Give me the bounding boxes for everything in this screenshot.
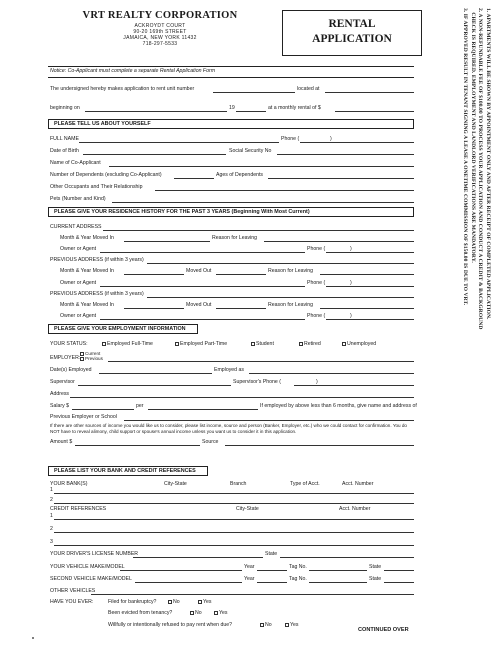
- reason-label-2: Reason for Leaving: [268, 268, 313, 274]
- q-bankruptcy-yes[interactable]: Yes: [198, 599, 211, 606]
- title-line-2: APPLICATION: [312, 33, 392, 45]
- side-note-2: 2. A NON-REFUNDABLE FEE OF $100.00 TO PROCESS YOUR APPLICATION AND CONDUCT A CREDIT & BACKGROUND: [477, 8, 484, 330]
- side-note-2b: CHECK IS REQUIRED. EMPLOYMENT AND LANDLORD VERIFICATIONS ARE MANDATORY.: [469, 8, 476, 263]
- other-vehicles-field[interactable]: [91, 594, 414, 595]
- credit-row-2[interactable]: [54, 532, 414, 533]
- owner-label-1: Owner or Agent: [60, 246, 97, 252]
- owner-label-3: Owner or Agent: [60, 313, 97, 319]
- if-employed-label: If employed by above less than 6 months, give name and address of: [260, 403, 417, 409]
- year-field[interactable]: [236, 111, 266, 112]
- fulltime-checkbox[interactable]: [102, 342, 106, 346]
- license-label: YOUR DRIVER'S LICENSE NUMBER: [50, 551, 139, 557]
- owner-phone-close-1: ): [350, 246, 352, 252]
- side-note-1: 1. APARTMENTS WILL BE SHOWN BY APPOINTMENT ONLY AND AFTER RECEIPT OF COMPLETED APPLICATION.: [485, 8, 491, 320]
- company-address-3: JAMAICA, NEW YORK 11432: [123, 35, 197, 41]
- monthly-rental-field[interactable]: [335, 111, 414, 112]
- status-label: YOUR STATUS:: [50, 341, 88, 347]
- credit-col-acct: Acct. Number: [339, 506, 371, 512]
- supervisor-phone-field[interactable]: [294, 385, 414, 386]
- ages-label: Ages of Dependents: [216, 172, 264, 178]
- bank-row-1[interactable]: [54, 493, 414, 494]
- ssn-field[interactable]: [277, 154, 414, 155]
- ages-field[interactable]: [268, 178, 414, 179]
- credit-row-3[interactable]: [54, 545, 414, 546]
- status-parttime[interactable]: Employed Part-Time: [175, 341, 227, 348]
- vehicle2-field[interactable]: [135, 582, 242, 583]
- salary-label: Salary $: [50, 403, 70, 409]
- employer-previous[interactable]: Previous: [80, 355, 103, 362]
- scan-speck: [32, 637, 34, 639]
- vehicle2-tag-field[interactable]: [309, 582, 367, 583]
- vehicle2-state-field[interactable]: [384, 582, 414, 583]
- beginning-on-label: beginning on: [50, 105, 80, 111]
- year-prefix: 19: [229, 105, 235, 111]
- evicted-no-checkbox[interactable]: [190, 611, 194, 615]
- monthly-rental-label: at a monthly rental of $: [268, 105, 321, 111]
- salary-field[interactable]: [72, 409, 134, 410]
- credit-num-2: 2: [50, 526, 53, 532]
- employer-address-field[interactable]: [70, 397, 414, 398]
- credit-num-3: 3: [50, 539, 53, 545]
- co-applicant-label: Name of Co-Applicant: [50, 160, 101, 166]
- q-bankruptcy: Filed for bankruptcy?: [108, 599, 157, 605]
- moved-in-field-3[interactable]: [124, 308, 184, 309]
- company-address-2: 90-20 169th STREET: [133, 29, 187, 35]
- dependents-field[interactable]: [174, 178, 214, 179]
- owner-field-1[interactable]: [100, 252, 305, 253]
- bank-col-city: City-State: [164, 481, 187, 487]
- owner-field-3[interactable]: [100, 319, 305, 320]
- other-income-note: If there are other sources of income you would like us to consider, please list income, source and person (Banker, Employer, etc.) who we could contact for confirmation. You do NOT have to reveal alimony, child support or spouse's annual income unless you want us to consider it in this application.: [50, 423, 407, 434]
- supervisor-field[interactable]: [78, 385, 231, 386]
- dob-field[interactable]: [83, 154, 226, 155]
- moved-out-field-2[interactable]: [216, 274, 266, 275]
- previous-checkbox[interactable]: [80, 357, 84, 361]
- vehicle1-year-field[interactable]: [257, 570, 287, 571]
- located-at-field[interactable]: [325, 92, 414, 93]
- vehicle1-tag-field[interactable]: [309, 570, 367, 571]
- section-bank: PLEASE LIST YOUR BANK AND CREDIT REFERENCES: [48, 466, 208, 476]
- moved-out-field-3[interactable]: [216, 308, 266, 309]
- per-label: per: [136, 403, 144, 409]
- vehicle1-state-field[interactable]: [384, 570, 414, 571]
- bank-num-1: 1: [50, 487, 53, 493]
- intro-label: The undersigned hereby makes application to rent unit number: [50, 86, 195, 92]
- refused-no-checkbox[interactable]: [260, 623, 264, 627]
- credit-num-1: 1: [50, 513, 53, 519]
- current-address-field[interactable]: [103, 230, 414, 231]
- moved-in-label-1: Month & Year Moved In: [60, 235, 114, 241]
- vehicle1-label: YOUR VEHICLE MAKE/MODEL: [50, 564, 125, 570]
- student-checkbox[interactable]: [251, 342, 255, 346]
- previous-address-label-1: PREVIOUS ADDRESS (if within 3 years): [50, 257, 144, 263]
- reason-field-1[interactable]: [264, 241, 414, 242]
- parttime-checkbox[interactable]: [175, 342, 179, 346]
- bank-col-bank: YOUR BANK(S): [50, 481, 88, 487]
- vehicle1-field[interactable]: [120, 570, 242, 571]
- moved-out-label-3: Moved Out: [186, 302, 212, 308]
- moved-in-field-2[interactable]: [124, 274, 184, 275]
- owner-phone-label-1: Phone (: [307, 246, 326, 252]
- employer-field[interactable]: [108, 361, 414, 362]
- phone-close: ): [330, 136, 332, 142]
- reason-label-3: Reason for Leaving: [268, 302, 313, 308]
- section-about: PLEASE TELL US ABOUT YOURSELF: [48, 119, 414, 129]
- vehicle2-year-field[interactable]: [257, 582, 287, 583]
- full-name-field[interactable]: [79, 142, 279, 143]
- title-box: [282, 10, 422, 56]
- bank-col-type: Type of Acct.: [290, 481, 320, 487]
- unemployed-checkbox[interactable]: [342, 342, 346, 346]
- moved-in-label-2: Month & Year Moved In: [60, 268, 114, 274]
- moved-in-label-3: Month & Year Moved In: [60, 302, 114, 308]
- owner-phone-label-2: Phone (: [307, 280, 326, 286]
- vehicle2-state-label: State: [369, 576, 382, 582]
- credit-row-1[interactable]: [54, 519, 414, 520]
- bank-col-branch: Branch: [230, 481, 247, 487]
- other-occupants-field[interactable]: [155, 190, 414, 191]
- source-label: Source: [202, 439, 219, 445]
- moved-in-field-1[interactable]: [124, 241, 210, 242]
- continued-over: CONTINUED OVER: [358, 627, 409, 633]
- reason-label-1: Reason for Leaving: [212, 235, 257, 241]
- q-evicted-yes[interactable]: Yes: [214, 610, 227, 617]
- phone-field[interactable]: [300, 142, 414, 143]
- vehicle2-year-label: Year: [244, 576, 255, 582]
- beginning-on-field[interactable]: [85, 111, 227, 112]
- bank-num-2: 2: [50, 497, 53, 503]
- previous-employer-label: Previous Employer or School: [50, 414, 117, 420]
- supervisor-phone-label: Supervisor's Phone (: [233, 379, 281, 385]
- other-vehicles-label: OTHER VEHICLES: [50, 588, 96, 594]
- evicted-yes-checkbox[interactable]: [214, 611, 218, 615]
- current-address-label: CURRENT ADDRESS: [50, 224, 102, 230]
- section-employment: PLEASE GIVE YOUR EMPLOYMENT INFORMATION: [48, 324, 198, 334]
- dob-label: Date of Birth: [50, 148, 79, 154]
- pets-label: Pets (Number and Kind): [50, 196, 106, 202]
- previous-employer-field[interactable]: [124, 420, 414, 421]
- owner-phone-field-2[interactable]: [326, 286, 414, 287]
- co-applicant-notice: Notice: Co-Applicant must complete a separate Rental Application Form: [50, 68, 216, 74]
- amount-field[interactable]: [75, 445, 200, 446]
- bank-row-2[interactable]: [54, 503, 414, 504]
- q-evicted: Been evicted from tenancy?: [108, 610, 173, 616]
- have-you-ever-label: HAVE YOU EVER:: [50, 599, 94, 605]
- owner-phone-field-3[interactable]: [326, 319, 414, 320]
- reason-field-2[interactable]: [320, 274, 414, 275]
- credit-col-city: City-State: [236, 506, 259, 512]
- refused-yes-checkbox[interactable]: [285, 623, 289, 627]
- dates-employed-field[interactable]: [99, 373, 212, 374]
- owner-phone-label-3: Phone (: [307, 313, 326, 319]
- phone-label: Phone (: [281, 136, 300, 142]
- license-field[interactable]: [133, 557, 263, 558]
- employer-address-label: Address: [50, 391, 70, 397]
- owner-phone-close-2: ): [350, 280, 352, 286]
- side-note-3: 3. IF APPROVED RESULT IN TENANT SIGNING A LEASE A ONETIME COMMISSION OF $150.00 IS DUE TO VRT.: [462, 8, 469, 306]
- bank-col-acct: Acct. Number: [342, 481, 374, 487]
- side-notes: [429, 8, 493, 508]
- source-field[interactable]: [225, 445, 414, 446]
- owner-field-2[interactable]: [100, 286, 305, 287]
- amount-label: Amount $: [50, 439, 73, 445]
- pets-field[interactable]: [112, 202, 414, 203]
- status-unemployed[interactable]: Unemployed: [342, 341, 376, 348]
- previous-address-label-2: PREVIOUS ADDRESS (if within 3 years): [50, 291, 144, 297]
- employer-current[interactable]: Current: [80, 350, 100, 357]
- credit-references-label: CREDIT REFERENCES: [50, 506, 107, 512]
- company-phone: 718-297-5533: [142, 41, 178, 47]
- other-occupants-label: Other Occupants and Their Relationship: [50, 184, 143, 190]
- bankruptcy-no-checkbox[interactable]: [168, 600, 172, 604]
- company-address-1: ACKROYDT COURT: [134, 23, 186, 29]
- previous-address-field-2[interactable]: [147, 297, 414, 298]
- license-state-field[interactable]: [280, 557, 414, 558]
- reason-field-3[interactable]: [320, 308, 414, 309]
- vehicle1-year-label: Year: [244, 564, 255, 570]
- previous-address-field-1[interactable]: [147, 263, 414, 264]
- employed-as-label: Employed as: [214, 367, 244, 373]
- supervisor-phone-close: ): [316, 379, 318, 385]
- status-fulltime[interactable]: Employed Full-Time: [102, 341, 153, 348]
- owner-phone-field-1[interactable]: [326, 252, 414, 253]
- q-refused-yes[interactable]: Yes: [285, 622, 298, 629]
- vehicle2-label: SECOND VEHICLE MAKE/MODEL: [50, 576, 132, 582]
- moved-out-label-2: Moved Out: [186, 268, 212, 274]
- section-residence: PLEASE GIVE YOUR RESIDENCE HISTORY FOR THE PAST 3 YEARS (Beginning With Most Current): [48, 207, 414, 217]
- company-name: VRT REALTY CORPORATION: [82, 10, 238, 21]
- dependents-label: Number of Dependents (excluding Co-Applicant): [50, 172, 162, 178]
- status-retired[interactable]: Retired: [299, 341, 321, 348]
- q-bankruptcy-no[interactable]: No: [168, 599, 180, 606]
- per-field[interactable]: [148, 409, 258, 410]
- q-refused-rent: Willfully or intentionally refused to pay rent when due?: [108, 622, 232, 628]
- retired-checkbox[interactable]: [299, 342, 303, 346]
- employer-label: EMPLOYER:: [50, 355, 81, 361]
- vehicle1-tag-label: Tag No.: [289, 564, 307, 570]
- vehicle1-state-label: State: [369, 564, 382, 570]
- co-applicant-field[interactable]: [109, 166, 414, 167]
- located-at-label: located at: [297, 86, 320, 92]
- vehicle2-tag-label: Tag No.: [289, 576, 307, 582]
- title-line-1: RENTAL: [328, 18, 376, 30]
- unit-number-field[interactable]: [213, 92, 295, 93]
- ssn-label: Social Security No: [229, 148, 272, 154]
- owner-label-2: Owner or Agent: [60, 280, 97, 286]
- status-student[interactable]: Student: [251, 341, 274, 348]
- owner-phone-close-3: ): [350, 313, 352, 319]
- dates-employed-label: Date(s) Employed: [50, 367, 92, 373]
- supervisor-label: Supervisor: [50, 379, 75, 385]
- q-evicted-no[interactable]: No: [190, 610, 202, 617]
- full-name-label: FULL NAME: [50, 136, 79, 142]
- bankruptcy-yes-checkbox[interactable]: [198, 600, 202, 604]
- license-state-label: State: [265, 551, 278, 557]
- q-refused-no[interactable]: No: [260, 622, 272, 629]
- employed-as-field[interactable]: [249, 373, 414, 374]
